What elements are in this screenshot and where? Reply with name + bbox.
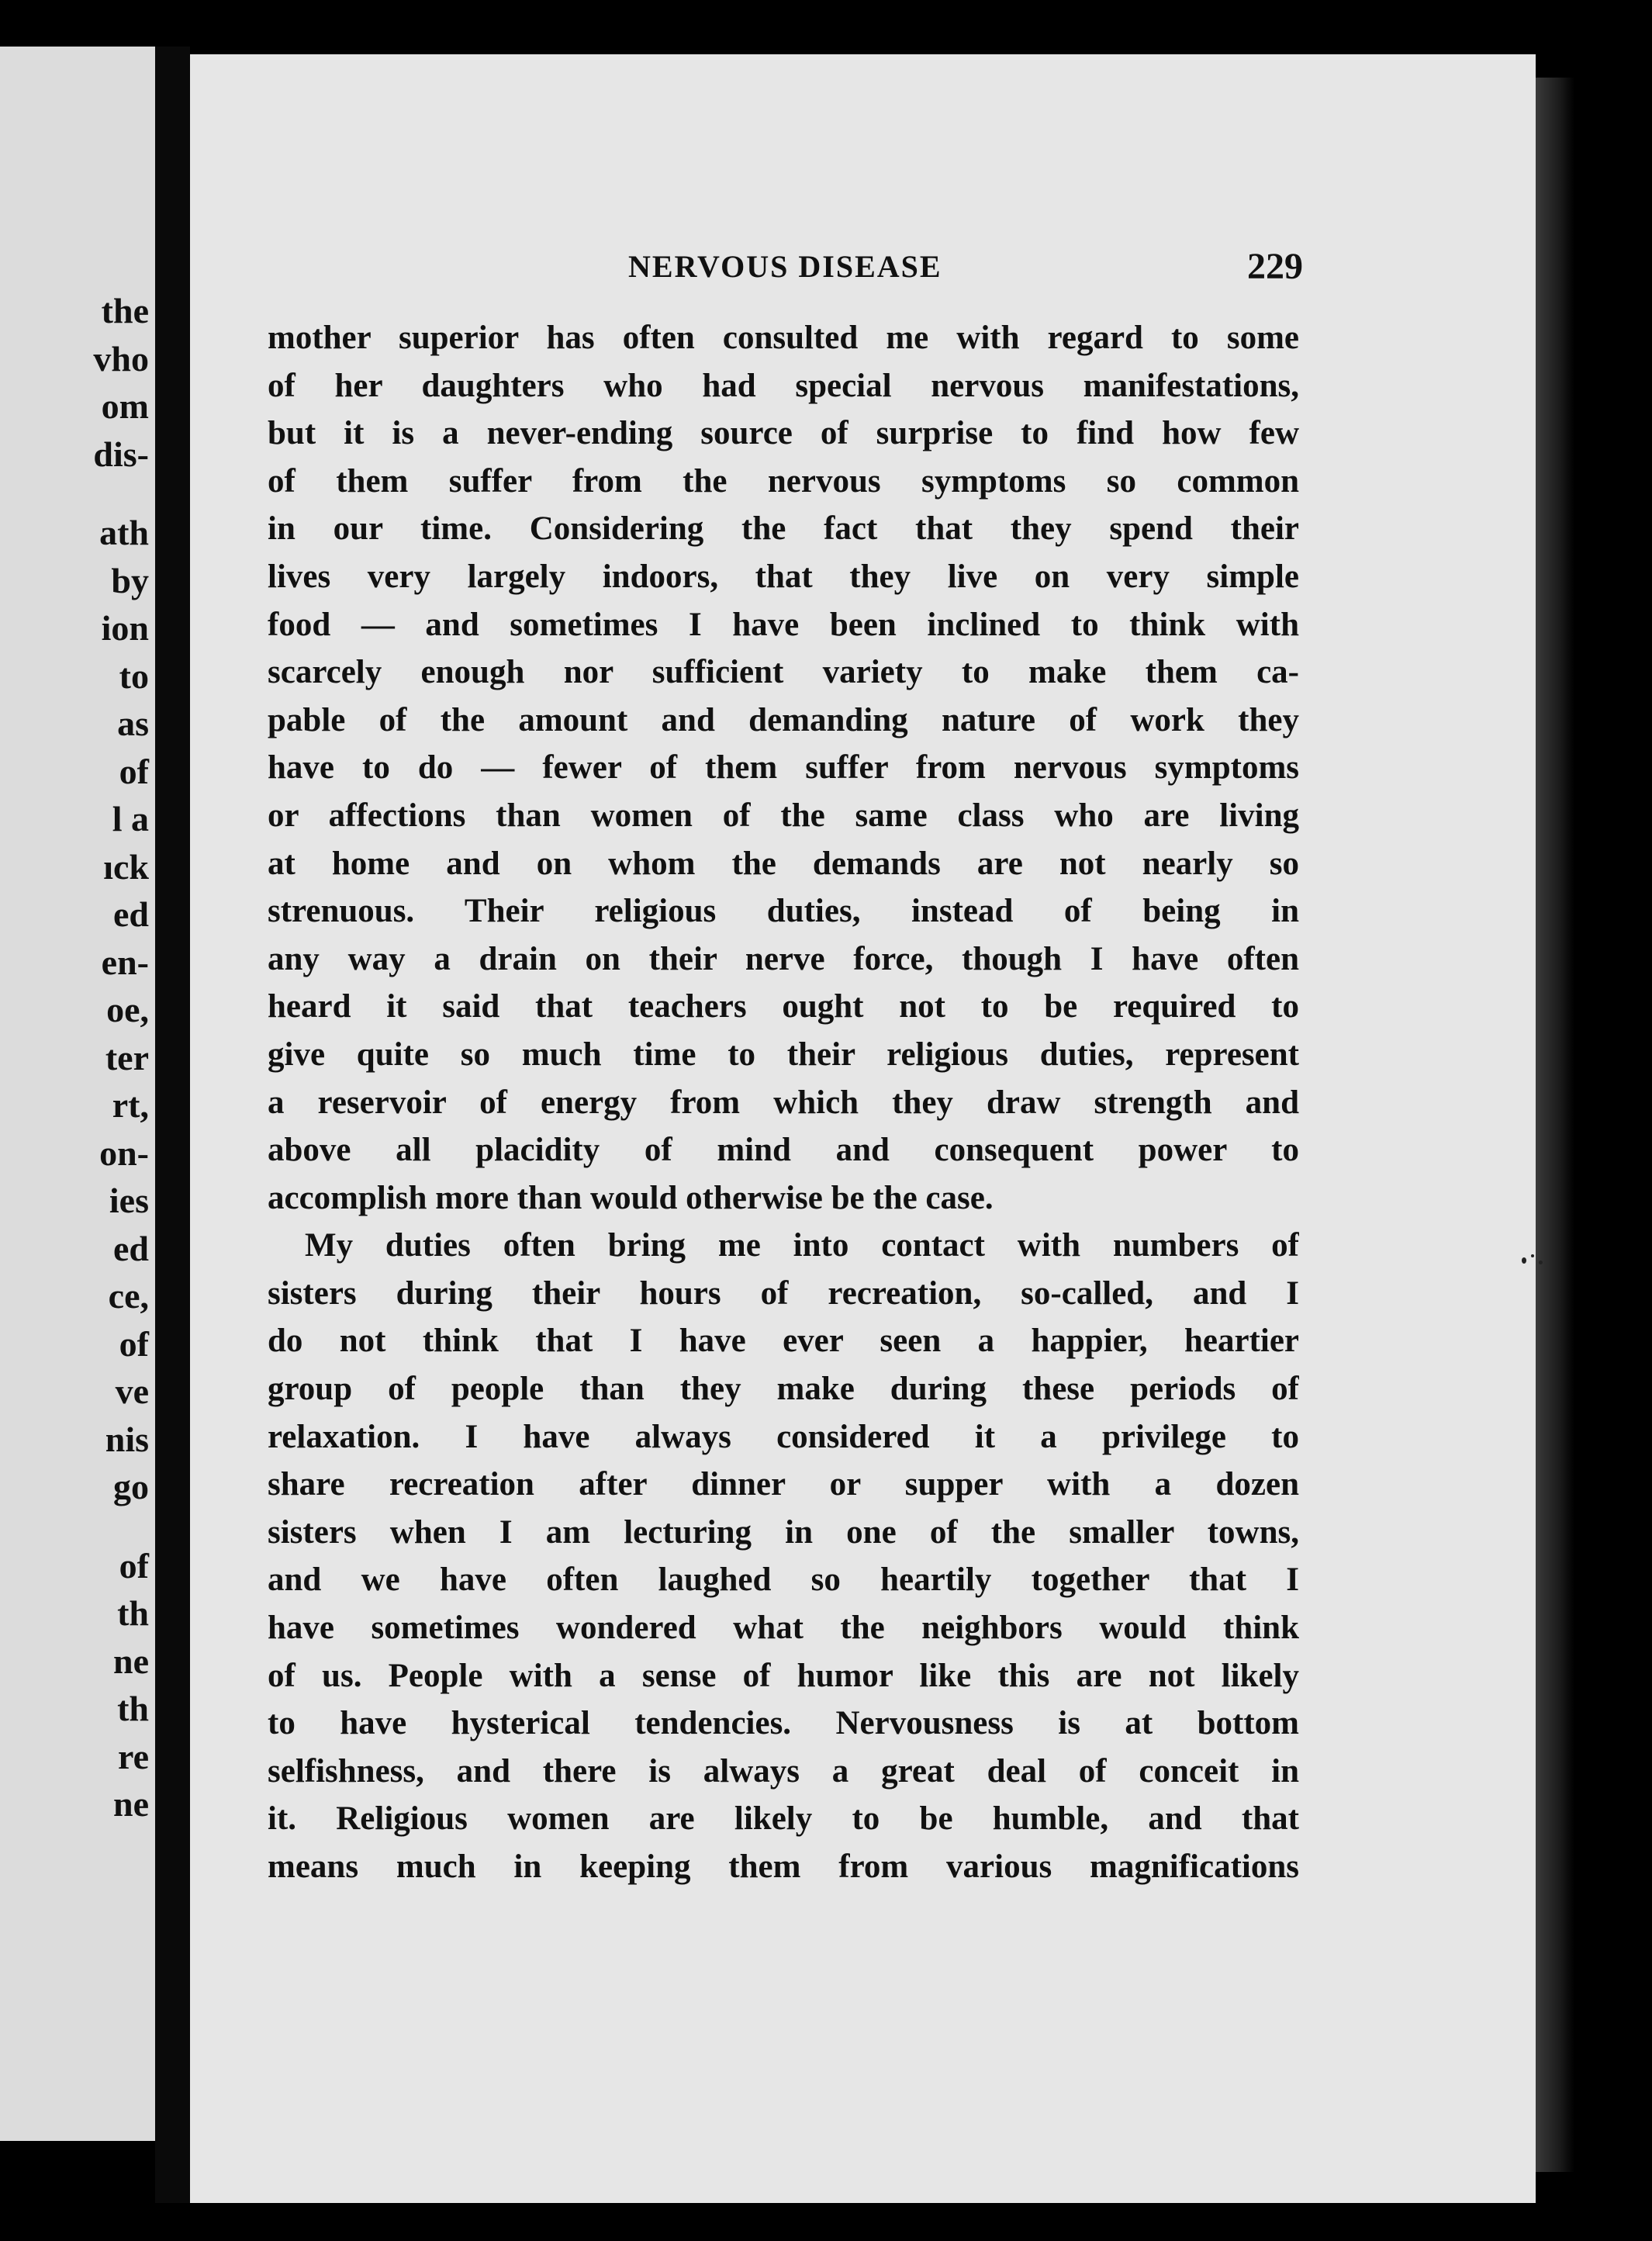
text-line: My duties often bring me into contact with numbers of [305, 1227, 1299, 1264]
text-line: relaxation. I have always considered it a privilege to [268, 1418, 1299, 1455]
facing-line-fragment: ath [99, 513, 149, 552]
text-line: at home and on whom the demands are not nearly so [268, 845, 1299, 882]
facing-line-fragment: ies [109, 1181, 149, 1220]
facing-line-fragment: ter [105, 1037, 149, 1077]
text-line: of them suffer from the nervous symptoms so common [268, 462, 1299, 500]
text-line: have sometimes wondered what the neighbors would think [268, 1610, 1299, 1647]
scan-speck [1539, 1261, 1543, 1264]
running-head [434, 248, 1303, 295]
text-line: mother superior has often consulted me with regard to some [268, 320, 1299, 356]
facing-line-fragment: of [119, 1545, 149, 1586]
facing-line-fragment: to [119, 655, 149, 696]
text-line: do not think that I have ever seen a happier, heartier [268, 1323, 1299, 1360]
text-line: pable of the amount and demanding nature of work they [268, 701, 1299, 738]
text-line: sisters when I am lecturing in one of the smaller towns, [268, 1513, 1299, 1551]
facing-line-fragment: on- [99, 1133, 149, 1173]
facing-line-fragment: ne [113, 1641, 149, 1681]
text-line: scarcely enough nor sufficient variety to make them ca- [268, 654, 1299, 691]
text-line: lives very largely indoors, that they live on very simple [268, 558, 1299, 595]
facing-line-fragment: go [113, 1467, 149, 1506]
facing-line-fragment: of [119, 751, 149, 791]
text-line: give quite so much time to their religious duties, represent [268, 1036, 1299, 1073]
facing-line-fragment: ed [113, 894, 149, 934]
facing-line-fragment: th [117, 1593, 149, 1633]
text-line: of her daughters who had special nervous manifestations, [268, 367, 1299, 404]
facing-line-fragment: re [117, 1736, 149, 1776]
facing-line-fragment: dis- [93, 434, 149, 474]
text-line: selfishness, and there is always a great deal of conceit in [268, 1752, 1299, 1790]
text-line: strenuous. Their religious duties, instead of being in [268, 893, 1299, 930]
text-line: and we have often laughed so heartily together that I [268, 1561, 1299, 1599]
scan-specks [1520, 1253, 1551, 1276]
facing-line-fragment: by [111, 560, 149, 600]
text-line: to have hysterical tendencies. Nervousness is at bottom [268, 1705, 1299, 1742]
facing-line-fragment: th [117, 1689, 149, 1728]
text-line: heard it said that teachers ought not to be required to [268, 988, 1299, 1025]
facing-line-fragment: om [101, 386, 149, 426]
facing-page-fragment [0, 47, 155, 2141]
text-line: in our time. Considering the fact that they spend their [268, 510, 1299, 548]
facing-line-fragment: the [101, 291, 149, 330]
facing-line-fragment: ve [115, 1371, 149, 1411]
text-line: have to do — fewer of them suffer from nervous symptoms [268, 749, 1299, 787]
text-line: share recreation after dinner or supper with a dozen [268, 1466, 1299, 1503]
page-edge-shadow [1536, 78, 1574, 2172]
body-text [268, 314, 1299, 1891]
facing-line-fragment: l a [112, 799, 149, 839]
facing-line-fragment: of [119, 1323, 149, 1364]
facing-line-fragment: rt, [112, 1085, 149, 1125]
facing-line-fragment: en- [101, 942, 149, 982]
page-number: 229 [1247, 246, 1303, 287]
text-line: but it is a never-ending source of surprise to find how few [268, 415, 1299, 452]
running-title: NERVOUS DISEASE [628, 249, 942, 284]
facing-line-fragment: ed [113, 1228, 149, 1268]
facing-line-fragment: oe, [106, 990, 149, 1029]
text-line: food — and sometimes I have been inclined to think with [268, 606, 1299, 643]
facing-line-fragment: as [117, 704, 149, 743]
scan-speck [1531, 1254, 1534, 1257]
text-line: it. Religious women are likely to be humble, and that [268, 1800, 1299, 1838]
facing-page-text-column [93, 287, 149, 1828]
text-line: any way a drain on their nerve force, though I have often [268, 940, 1299, 977]
facing-line-fragment: ion [101, 608, 149, 648]
facing-line-fragment: vho [93, 338, 149, 379]
text-line: sisters during their hours of recreation, so-called, and I [268, 1274, 1299, 1312]
book-gutter [155, 47, 190, 2203]
text-line: or affections than women of the same class who are living [268, 797, 1299, 834]
facing-line-fragment: ıck [103, 846, 149, 887]
text-line: accomplish more than would otherwise be the case. [268, 1179, 994, 1216]
text-line: of us. People with a sense of humor like this are not likely [268, 1657, 1299, 1694]
facing-line-fragment: ne [113, 1784, 149, 1824]
text-line: means much in keeping them from various magnifications [268, 1848, 1299, 1885]
facing-line-fragment: ce, [108, 1276, 149, 1316]
text-line: above all placidity of mind and consequent power to [268, 1132, 1299, 1169]
text-line: a reservoir of energy from which they draw strength and [268, 1084, 1299, 1121]
text-line: group of people than they make during these periods of [268, 1371, 1299, 1408]
scan-speck [1522, 1257, 1526, 1264]
facing-line-fragment: nis [105, 1419, 149, 1459]
